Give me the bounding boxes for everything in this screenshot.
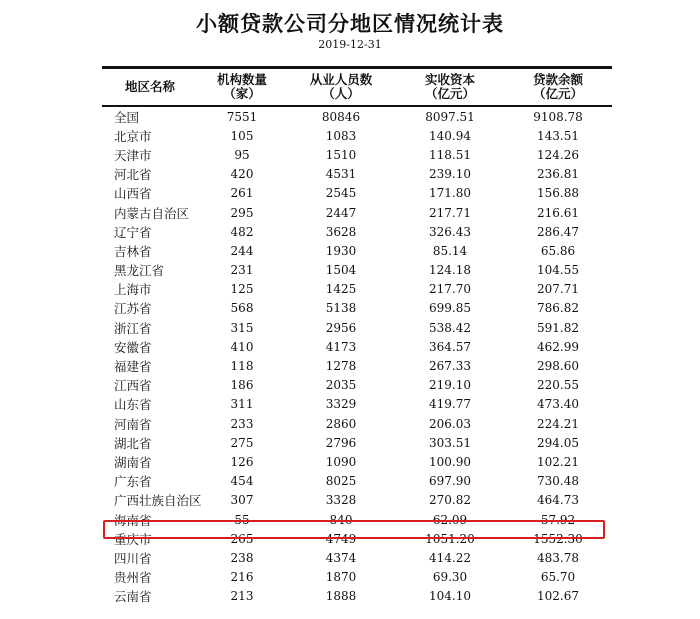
paid-in-capital-cell: 419.77 — [429, 397, 471, 412]
employees-cell: 1504 — [325, 263, 357, 278]
region-cell: 云南省 — [114, 589, 152, 605]
paid-in-capital-cell: 118.51 — [429, 147, 471, 162]
region-cell: 内蒙古自治区 — [114, 205, 190, 221]
loan-balance-cell: 102.21 — [537, 454, 579, 469]
loan-balance-cell: 236.81 — [537, 167, 579, 182]
institutions-cell: 311 — [230, 397, 254, 412]
region-cell: 海南省 — [114, 512, 152, 528]
loan-balance-cell: 464.73 — [537, 493, 579, 508]
institutions-cell: 105 — [230, 128, 254, 143]
employees-cell: 3329 — [325, 397, 357, 412]
paid-in-capital-cell: 206.03 — [429, 416, 471, 431]
loan-balance-cell: 216.61 — [537, 205, 579, 220]
loan-balance-cell: 591.82 — [537, 320, 579, 335]
region-cell: 湖北省 — [114, 435, 152, 451]
paid-in-capital-cell: 219.10 — [429, 378, 471, 393]
loan-balance-cell: 1552.30 — [533, 531, 583, 546]
paid-in-capital-cell: 69.30 — [432, 570, 468, 585]
table-row — [102, 472, 612, 491]
region-cell: 山西省 — [114, 186, 152, 202]
table-row — [102, 280, 612, 299]
loan-balance-cell: 224.21 — [537, 416, 579, 431]
region-cell: 黑龙江省 — [114, 263, 165, 279]
region-cell: 河南省 — [114, 416, 152, 432]
employees-cell: 2035 — [325, 378, 357, 393]
paid-in-capital-cell: 171.80 — [429, 186, 471, 201]
table-row — [102, 414, 612, 433]
header-institutions: 机构数量 （家） — [216, 72, 267, 101]
region-cell: 辽宁省 — [114, 224, 152, 240]
table-row — [102, 241, 612, 260]
loan-balance-cell: 124.26 — [537, 147, 579, 162]
institutions-cell: 216 — [230, 570, 254, 585]
paid-in-capital-cell: 414.22 — [429, 550, 471, 565]
paid-in-capital-cell: 303.51 — [429, 435, 471, 450]
institutions-cell: 307 — [230, 493, 254, 508]
loan-balance-cell: 286.47 — [537, 224, 579, 239]
institutions-cell: 233 — [230, 416, 254, 431]
region-cell: 广西壮族自治区 — [114, 493, 202, 509]
loan-balance-cell: 462.99 — [537, 339, 579, 354]
table-row — [102, 587, 612, 606]
institutions-cell: 55 — [234, 512, 250, 527]
employees-cell: 1888 — [325, 589, 357, 604]
employees-cell: 80846 — [321, 109, 361, 124]
paid-in-capital-cell: 140.94 — [429, 128, 471, 143]
region-cell: 上海市 — [114, 282, 152, 298]
institutions-cell: 231 — [230, 263, 254, 278]
institutions-cell: 275 — [230, 435, 254, 450]
table-row — [102, 107, 612, 126]
region-cell: 贵州省 — [114, 570, 152, 586]
employees-cell: 4374 — [325, 550, 357, 565]
paid-in-capital-cell: 538.42 — [429, 320, 471, 335]
region-cell: 江西省 — [114, 378, 152, 394]
page-title: 小额贷款公司分地区情况统计表 — [196, 11, 504, 36]
region-cell: 湖南省 — [114, 454, 152, 470]
table-row — [102, 126, 612, 145]
institutions-cell: 186 — [230, 378, 254, 393]
institutions-cell: 482 — [230, 224, 254, 239]
table-row — [102, 376, 612, 395]
employees-cell: 3328 — [325, 493, 357, 508]
paid-in-capital-cell: 62.09 — [432, 512, 468, 527]
table-row — [102, 433, 612, 452]
paid-in-capital-cell: 124.18 — [429, 263, 471, 278]
employees-cell: 5138 — [325, 301, 357, 316]
table-body — [102, 107, 612, 606]
region-cell: 福建省 — [114, 359, 152, 375]
table-row — [102, 529, 612, 548]
table-row — [102, 222, 612, 241]
loan-balance-cell: 104.55 — [537, 263, 579, 278]
institutions-cell: 420 — [230, 167, 254, 182]
employees-cell: 1425 — [325, 282, 357, 297]
region-cell: 吉林省 — [114, 243, 152, 259]
loan-balance-cell: 9108.78 — [533, 109, 583, 124]
institutions-cell: 95 — [234, 147, 250, 162]
region-cell: 北京市 — [114, 128, 152, 144]
table-row — [102, 299, 612, 318]
loan-balance-cell: 156.88 — [537, 186, 579, 201]
table-row — [102, 165, 612, 184]
statistics-table — [102, 66, 612, 606]
institutions-cell: 118 — [230, 359, 254, 374]
paid-in-capital-cell: 8097.51 — [425, 109, 475, 124]
region-cell: 安徽省 — [114, 339, 152, 355]
table-row — [102, 184, 612, 203]
region-cell: 山东省 — [114, 397, 152, 413]
employees-cell: 8025 — [325, 474, 357, 489]
loan-balance-cell: 65.70 — [540, 570, 576, 585]
loan-balance-cell: 57.92 — [540, 512, 576, 527]
institutions-cell: 238 — [230, 550, 254, 565]
region-cell: 广东省 — [114, 474, 152, 490]
paid-in-capital-cell: 217.71 — [429, 205, 471, 220]
employees-cell: 2860 — [325, 416, 357, 431]
paid-in-capital-cell: 364.57 — [429, 339, 471, 354]
employees-cell: 1870 — [325, 570, 357, 585]
institutions-cell: 7551 — [226, 109, 258, 124]
employees-cell: 840 — [329, 512, 353, 527]
institutions-cell: 410 — [230, 339, 254, 354]
region-cell: 江苏省 — [114, 301, 152, 317]
paid-in-capital-cell: 697.90 — [429, 474, 471, 489]
institutions-cell: 213 — [230, 589, 254, 604]
employees-cell: 2447 — [325, 205, 357, 220]
paid-in-capital-cell: 699.85 — [429, 301, 471, 316]
institutions-cell: 295 — [230, 205, 254, 220]
region-cell: 四川省 — [114, 550, 152, 566]
loan-balance-cell: 730.48 — [537, 474, 579, 489]
table-row — [102, 491, 612, 510]
table-row — [102, 318, 612, 337]
report-date: 2019-12-31 — [318, 38, 382, 51]
loan-balance-cell: 207.71 — [537, 282, 579, 297]
institutions-cell: 568 — [230, 301, 254, 316]
employees-cell: 3628 — [325, 224, 357, 239]
table-row — [102, 356, 612, 375]
employees-cell: 1090 — [325, 454, 357, 469]
paid-in-capital-cell: 85.14 — [432, 243, 468, 258]
paid-in-capital-cell: 217.70 — [429, 282, 471, 297]
region-cell: 河北省 — [114, 167, 152, 183]
employees-cell: 1510 — [325, 147, 357, 162]
employees-cell: 1278 — [325, 359, 357, 374]
loan-balance-cell: 220.55 — [537, 378, 579, 393]
loan-balance-cell: 298.60 — [537, 359, 579, 374]
loan-balance-cell: 473.40 — [537, 397, 579, 412]
table-row — [102, 261, 612, 280]
paid-in-capital-cell: 267.33 — [429, 359, 471, 374]
employees-cell: 1083 — [325, 128, 357, 143]
table-header — [102, 69, 612, 107]
paid-in-capital-cell: 1051.20 — [425, 531, 475, 546]
table-row — [102, 548, 612, 567]
employees-cell: 4531 — [325, 167, 357, 182]
region-cell: 浙江省 — [114, 320, 152, 336]
table-row — [102, 145, 612, 164]
header-region: 地区名称 — [124, 79, 175, 94]
paid-in-capital-cell: 326.43 — [429, 224, 471, 239]
employees-cell: 1930 — [325, 243, 357, 258]
header-loan-balance: 贷款余额 （亿元） — [532, 72, 583, 101]
employees-cell: 2956 — [325, 320, 357, 335]
institutions-cell: 454 — [230, 474, 254, 489]
loan-balance-cell: 294.05 — [537, 435, 579, 450]
institutions-cell: 315 — [230, 320, 254, 335]
loan-balance-cell: 786.82 — [537, 301, 579, 316]
paid-in-capital-cell: 239.10 — [429, 167, 471, 182]
table-row — [102, 395, 612, 414]
institutions-cell: 261 — [230, 186, 254, 201]
paid-in-capital-cell: 100.90 — [429, 454, 471, 469]
region-cell: 天津市 — [114, 147, 152, 163]
table-row — [102, 337, 612, 356]
loan-balance-cell: 65.86 — [540, 243, 576, 258]
header-employees: 从业人员数 （人） — [309, 72, 373, 101]
paid-in-capital-cell: 270.82 — [429, 493, 471, 508]
employees-cell: 2796 — [325, 435, 357, 450]
table-row — [102, 203, 612, 222]
institutions-cell: 265 — [230, 531, 254, 546]
institutions-cell: 125 — [230, 282, 254, 297]
employees-cell: 4749 — [325, 531, 357, 546]
paid-in-capital-cell: 104.10 — [429, 589, 471, 604]
loan-balance-cell: 102.67 — [537, 589, 579, 604]
table-row — [102, 452, 612, 471]
institutions-cell: 126 — [230, 454, 254, 469]
table-row — [102, 510, 612, 529]
employees-cell: 2545 — [325, 186, 357, 201]
institutions-cell: 244 — [230, 243, 254, 258]
employees-cell: 4173 — [325, 339, 357, 354]
loan-balance-cell: 483.78 — [537, 550, 579, 565]
region-cell: 重庆市 — [114, 531, 152, 547]
table-row — [102, 568, 612, 587]
header-paid-in-capital: 实收资本 （亿元） — [424, 72, 475, 101]
region-cell: 全国 — [114, 109, 140, 125]
loan-balance-cell: 143.51 — [537, 128, 579, 143]
